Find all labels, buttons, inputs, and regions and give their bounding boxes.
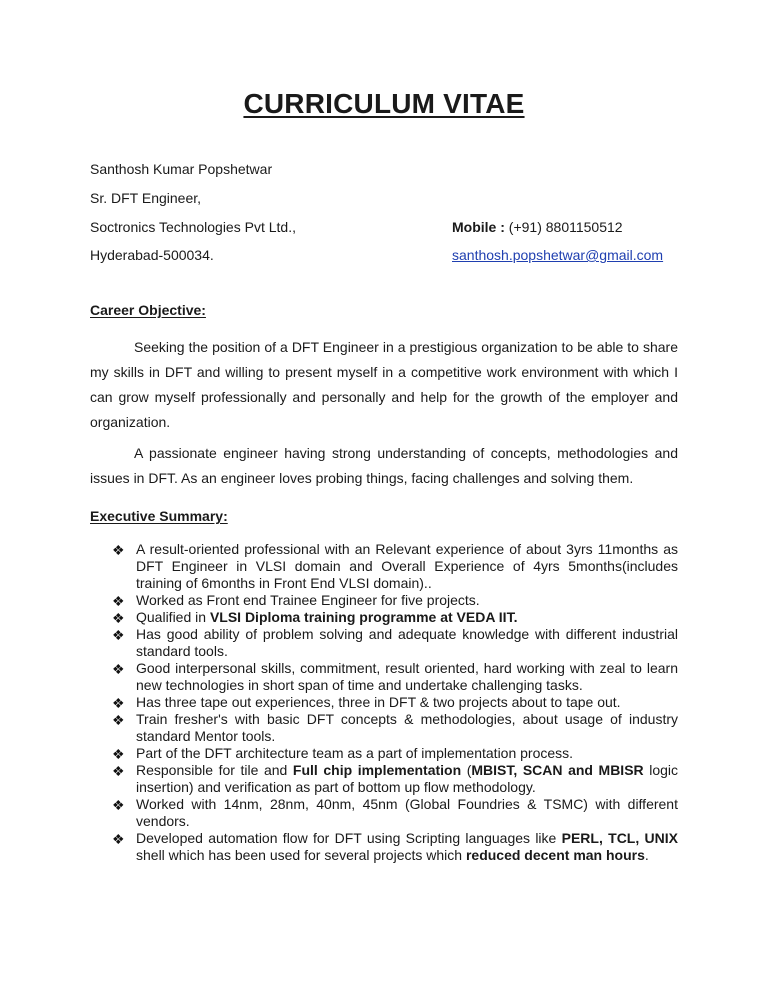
document-title: CURRICULUM VITAE: [243, 88, 525, 119]
list-item: ❖ Has three tape out experiences, three in DFT & two projects about to tape out.: [112, 694, 621, 711]
list-item: ❖ Good interpersonal skills, commitment, result oriented, hard working with zeal to learn new technologies in short span of time and undertake challenging tasks.: [112, 660, 678, 693]
mobile-value: (+91) 8801150512: [508, 219, 623, 235]
diamond-bullet-icon: ❖: [112, 797, 125, 813]
candidate-name: Santhosh Kumar Popshetwar: [90, 161, 273, 177]
diamond-bullet-icon: ❖: [112, 610, 125, 626]
career-para2-text: A passionate engineer having strong understanding of concepts, methodologies and issues in DFT. As an engineer loves probing things, facing challenges and solving them.: [90, 445, 678, 486]
list-item: ❖ Worked as Front end Trainee Engineer for five projects.: [112, 592, 480, 609]
diamond-bullet-icon: ❖: [112, 661, 125, 677]
diamond-bullet-icon: ❖: [112, 627, 125, 643]
diamond-bullet-icon: ❖: [112, 593, 125, 609]
list-item: ❖ Part of the DFT architecture team as a part of implementation process.: [112, 745, 574, 762]
diamond-bullet-icon: ❖: [112, 695, 125, 711]
career-objective-paragraph-1: [90, 335, 678, 435]
diamond-bullet-icon: ❖: [112, 831, 125, 847]
email-link[interactable]: santhosh.popshetwar@gmail.com: [452, 247, 664, 263]
list-item: ❖ Developed automation flow for DFT using Scripting languages like PERL, TCL, UNIX shell which has been used for several projects which reduced decent man hours.: [112, 830, 678, 863]
list-item: ❖ Worked with 14nm, 28nm, 40nm, 45nm (Global Foundries & TSMC) with different vendors.: [112, 796, 678, 829]
career-para1-text: Seeking the position of a DFT Engineer in a prestigious organization to be able to share my skills in DFT and willing to present myself in a competitive work environment with which I can grow myself professionally and personally and help for the growth of the employer and organization.: [90, 339, 678, 430]
diamond-bullet-icon: ❖: [112, 763, 125, 779]
list-item: ❖ Has good ability of problem solving and adequate knowledge with different industrial standard tools.: [112, 626, 678, 659]
executive-summary-heading: Executive Summary:: [90, 508, 228, 524]
diamond-bullet-icon: ❖: [112, 542, 125, 558]
career-objective-paragraph-2: [90, 441, 678, 491]
diamond-bullet-icon: ❖: [112, 746, 125, 762]
candidate-role: Sr. DFT Engineer,: [90, 190, 202, 206]
mobile-label: Mobile :: [452, 219, 505, 235]
career-objective-heading: Career Objective:: [90, 302, 206, 318]
candidate-city: Hyderabad-500034.: [90, 247, 214, 263]
list-item: ❖ Responsible for tile and Full chip implementation (MBIST, SCAN and MBISR logic insertion) and verification as part of bottom up flow methodology.: [112, 762, 678, 795]
mobile-line: [452, 219, 623, 235]
list-item: ❖ A result-oriented professional with an Relevant experience of about 3yrs 11months as DFT Engineer in VLSI domain and Overall Experience of 4yrs 5months(includes training of 6months in Front End VLSI domain)..: [112, 541, 678, 591]
list-item: ❖ Qualified in VLSI Diploma training programme at VEDA IIT.: [112, 609, 518, 626]
candidate-company: Soctronics Technologies Pvt Ltd.,: [90, 219, 296, 235]
executive-summary-list: [112, 541, 678, 864]
list-item: ❖ Train fresher's with basic DFT concepts & methodologies, about usage of industry standard Mentor tools.: [112, 711, 678, 744]
diamond-bullet-icon: ❖: [112, 712, 125, 728]
